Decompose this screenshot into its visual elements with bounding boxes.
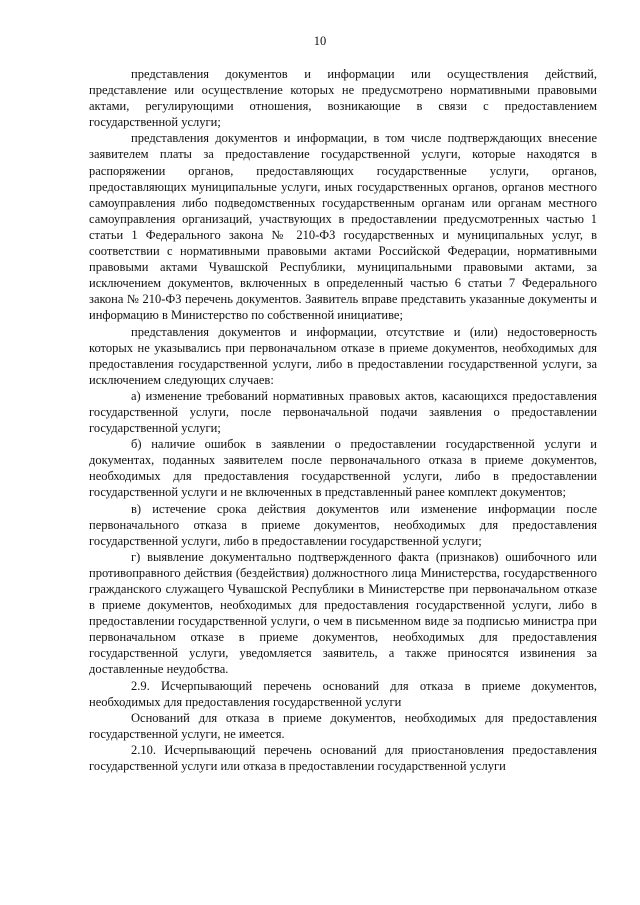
paragraph-no-grounds: Оснований для отказа в приеме документов, необходимых для предоставления государственной услуги, не имеется. [89, 710, 597, 741]
list-item-b: б) наличие ошибок в заявлении о предоставлении государственной услуги и документах, поданных заявителем после первоначального отказа в приеме документов, необходимых для предоставления государственной услуги, либо в предоставлении государственной услуги и не включенных в представленный ранее комплект документов; [89, 437, 597, 500]
section-heading-2-9: 2.9. Исчерпывающий перечень оснований для отказа в приеме документов, необходимых для предоставления государственной услуги [89, 678, 597, 709]
paragraph-restriction-extra-documents: представления документов и информации или осуществления действий, представление или осуществление которых не предусмотрено нормативными правовыми актами, регулирующими отношения, возникающие в связи с предоставлением государственной услуги; [89, 67, 597, 130]
list-item-a: а) изменение требований нормативных правовых актов, касающихся предоставления государственной услуги, после первоначальной подачи заявления о предоставлении государственной услуги; [89, 388, 597, 436]
section-heading-2-10: 2.10. Исчерпывающий перечень оснований для приостановления предоставления государственной услуги или отказа в предоставлении государственной услуги [89, 742, 597, 774]
list-item-v: в) истечение срока действия документов или изменение информации после первоначального отказа в приеме документов, необходимых для предоставления государственной услуги, либо в предоставлении государственной услуги; [89, 501, 597, 548]
page-number: 10 [313, 34, 327, 48]
list-item-g: г) выявление документально подтвержденного факта (признаков) ошибочного или противоправного действия (бездействия) должностного лица Министерства, государственного гражданского служащего Чувашской Республики в Министерстве при первоначальном отказе в приеме документов, необходимых для предоставления государственной услуги, либо в предоставлении государственной услуги, о чем в письменном виде за подписью министра при первоначальном отказе в приеме документов, необходимых для предоставления государственной услуги, уведомляется заявитель, а также приносятся извинения за доставленные неудобства. [89, 549, 597, 677]
document-body [89, 66, 597, 774]
paragraph-restriction-unmentioned-defects: представления документов и информации, отсутствие и (или) недостоверность которых не указывались при первоначальном отказе в приеме документов, необходимых для предоставления государственной услуги, либо в предоставлении государственной услуги, за исключением следующих случаев: [89, 324, 597, 387]
paragraph-restriction-interagency-documents: представления документов и информации, в том числе подтверждающих внесение заявителем платы за предоставление государственной услуги, которые находятся в распоряжении органов, предоставляющих государственные услуги, органов, предоставляющих муниципальные услуги, иных государственных органов, органов местного самоуправления либо подведомственных государственным органам или органам местного самоуправления организаций, участвующих в предоставлении предусмотренных частью 1 статьи 1 Федерального закона № 210-ФЗ государственных и муниципальных услуг, в соответствии с нормативными правовыми актами Российской Федерации, нормативными правовыми актами Чувашской Республики, муниципальными правовыми актами, за исключением документов, включенных в определенный частью 6 статьи 7 Федерального закона № 210-ФЗ перечень документов. Заявитель вправе представить указанные документы и информацию в Министерство по собственной инициативе; [89, 131, 597, 323]
